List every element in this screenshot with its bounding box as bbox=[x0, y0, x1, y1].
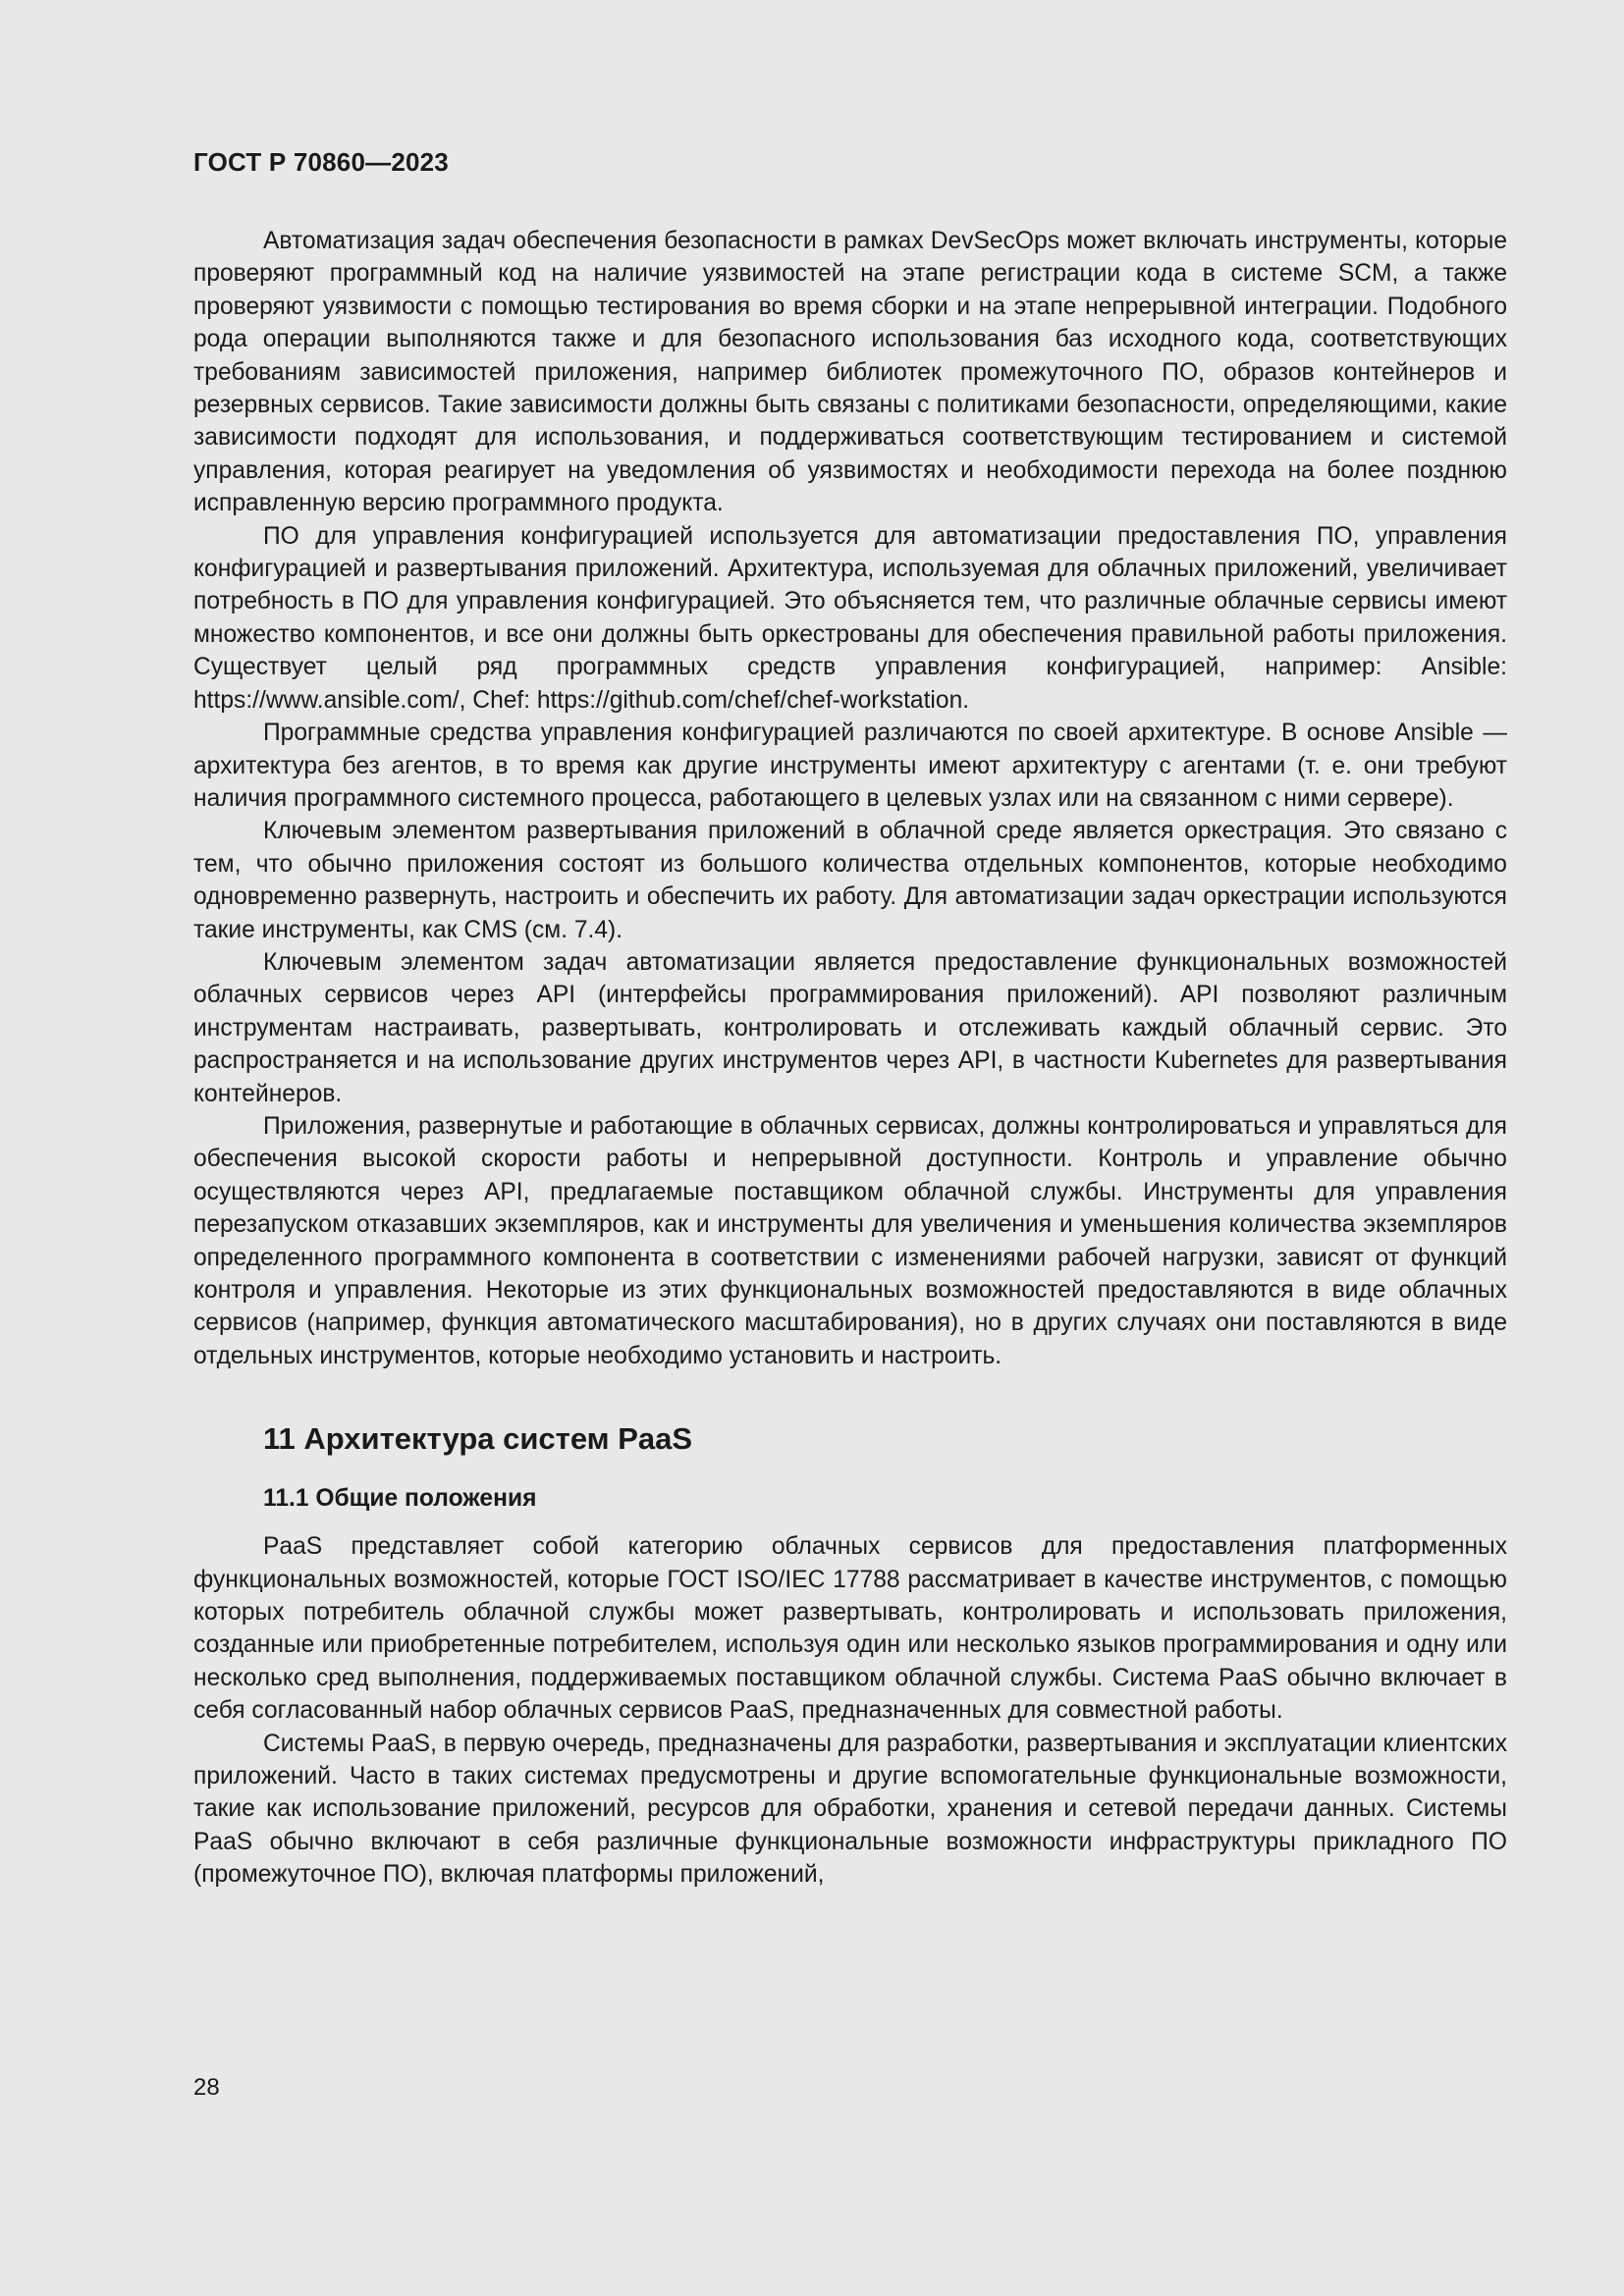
paragraph: Программные средства управления конфигурацией различаются по своей архитектуре. В основе Ansible — архитектура без агентов, в то время как другие инструменты имеют архитектуру с агентами (т. е. они требуют наличия программного системного процесса, работающего в целевых узлах или на связанном с ними сервере). bbox=[193, 720, 1507, 812]
paragraph: Ключевым элементом развертывания приложений в облачной среде является оркестрация. Это связано с тем, что обычно приложения состоят из большого количества отдельных компонентов, которые необходимо одновременно развернуть, настроить и обеспечить их работу. Для автоматизации задач оркестрации используются такие инструменты, как CMS (см. 7.4). bbox=[193, 818, 1507, 943]
document-body bbox=[193, 225, 1507, 1892]
subsection-heading: 11.1 Общие положения bbox=[263, 1485, 537, 1513]
paragraph: Автоматизация задач обеспечения безопасности в рамках DevSecOps может включать инструменты, которые проверяют программный код на наличие уязвимостей на этапе регистрации кода в системе SCM, а также проверяют уязвимости с помощью тестирования во время сборки и на этапе непрерывной интеграции. Подобного рода операции выполняются также и для безопасного использования баз исходного кода, соответствующих требованиям зависимостей приложения, например библиотек промежуточного ПО, образов контейнеров и резервных сервисов. Такие зависимости должны быть связаны с политиками безопасности, определяющими, какие зависимости подходят для использования, и поддерживаться соответствующим тестированием и системой управления, которая реагирует на уведомления об уязвимостях и необходимости перехода на более позднюю исправленную версию программного продукта. bbox=[193, 228, 1507, 517]
paragraph: Системы PaaS, в первую очередь, предназначены для разработки, развертывания и эксплуатации клиентских приложений. Часто в таких системах предусмотрены и другие вспомогательные функциональные возможности, такие как использование приложений, ресурсов для обработки, хранения и сетевой передачи данных. Системы PaaS обычно включают в себя различные функциональные возможности инфраструктуры прикладного ПО (промежуточное ПО), включая платформы приложений, bbox=[193, 1730, 1507, 1889]
document-code-header: ГОСТ Р 70860—2023 bbox=[193, 147, 449, 177]
paragraph: PaaS представляет собой категорию облачных сервисов для предоставления платформенных функциональных возможностей, которые ГОСТ ISO/IEC 17788 рассматривает в качестве инструментов, с помощью которых потребитель облачной службы может развертывать, контролировать и использовать приложения, созданные или приобретенные потребителем, используя один или несколько языков программирования и одну или несколько сред выполнения, поддерживаемых поставщиком облачной службы. Система PaaS обычно включает в себя согласованный набор облачных сервисов PaaS, предназначенных для совместной работы. bbox=[193, 1533, 1507, 1725]
paragraph: ПО для управления конфигурацией используется для автоматизации предоставления ПО, управления конфигурацией и развертывания приложений. Архитектура, используемая для облачных приложений, увеличивает потребность в ПО для управления конфигурацией. Это объясняется тем, что различные облачные сервисы имеют множество компонентов, и все они должны быть оркестрованы для обеспечения правильной работы приложения. Существует целый ряд программных средств управления конфигурацией, например: Ansible: https://www.ansible.com/, Chef: https://github.com/chef/chef-workstation. bbox=[193, 522, 1507, 714]
section-heading: 11 Архитектура систем PaaS bbox=[263, 1421, 693, 1457]
paragraph: Приложения, развернутые и работающие в облачных сервисах, должны контролироваться и управляться для обеспечения высокой скорости работы и непрерывной доступности. Контроль и управление обычно осуществляются через API, предлагаемые поставщиком облачной службы. Инструменты для управления перезапуском отказавших экземпляров, как и инструменты для увеличения и уменьшения количества экземпляров определенного программного компонента в соответствии с изменениями рабочей нагрузки, зависят от функций контроля и управления. Некоторые из этих функциональных возможностей предоставляются в виде облачных сервисов (например, функция автоматического масштабирования), но в других случаях они поставляются в виде отдельных инструментов, которые необходимо установить и настроить. bbox=[193, 1112, 1507, 1369]
page-number: 28 bbox=[193, 2074, 220, 2101]
paragraph: Ключевым элементом задач автоматизации является предоставление функциональных возможностей облачных сервисов через API (интерфейсы программирования приложений). API позволяют различным инструментам настраивать, развертывать, контролировать и отслеживать каждый облачный сервис. Это распространяется и на использование других инструментов через API, в частности Kubernetes для развертывания контейнеров. bbox=[193, 948, 1507, 1107]
